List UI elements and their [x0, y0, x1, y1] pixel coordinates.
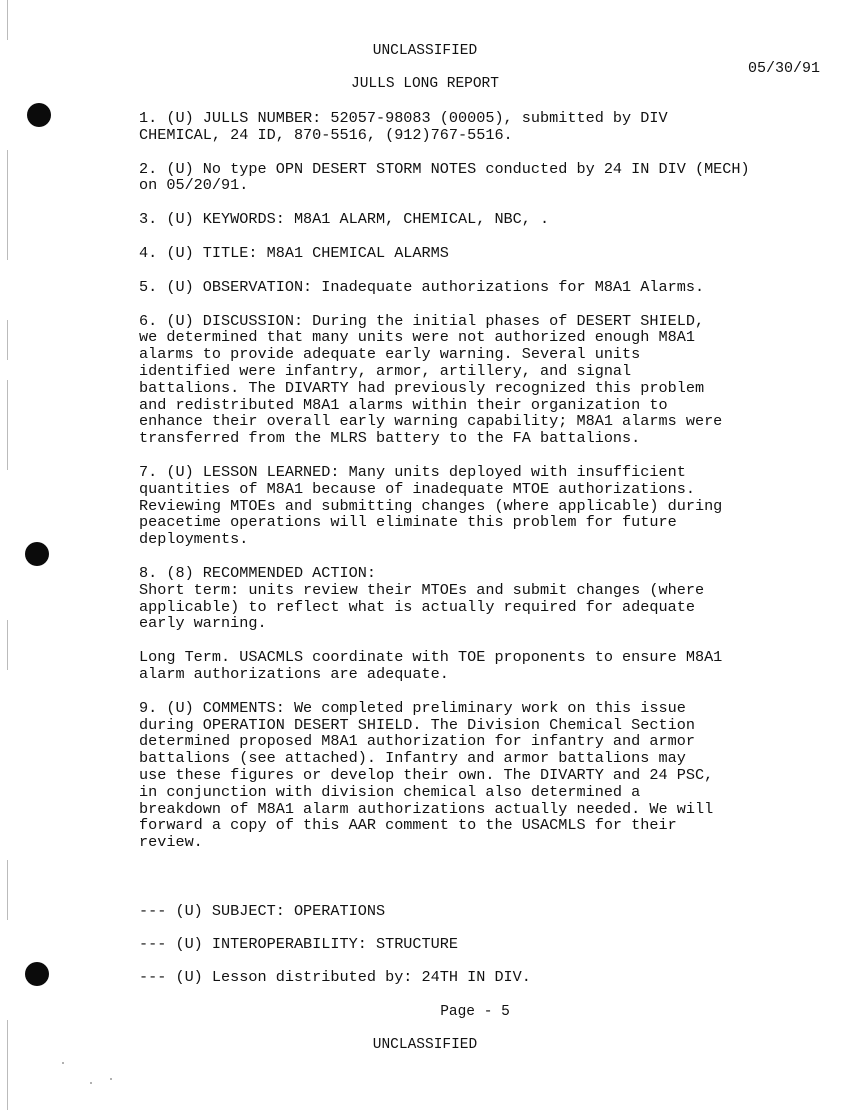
footer-item-subject: --- (U) SUBJECT: OPERATIONS [139, 902, 386, 920]
report-body [139, 110, 829, 851]
scan-margin-mark [7, 620, 8, 670]
scan-speck [62, 1062, 64, 1064]
binder-hole-middle [25, 542, 49, 566]
paragraph-julls-number: 1. (U) JULLS NUMBER: 52057-98083 (00005), submitted by DIV CHEMICAL, 24 ID, 870-5516, (912)767-5516. [139, 109, 668, 144]
paragraph-type: 2. (U) No type OPN DESERT STORM NOTES conducted by 24 IN DIV (MECH) on 05/20/91. [139, 159, 750, 195]
classification-bottom: UNCLASSIFIED [372, 1037, 478, 1053]
report-date: 05/30/91 [747, 60, 820, 77]
paragraph-lesson-learned: 7. (U) LESSON LEARNED: Many units deployed with insufficient quantities of M8A1 because of inadequate MTOE authorizations. Reviewing MTOEs and submitting changes (where applicable) during peacetime operations will eliminate this problem for future deployments. [139, 462, 723, 549]
paragraph-observation: 5. (U) OBSERVATION: Inadequate authorizations for M8A1 Alarms. [139, 277, 705, 296]
paragraph-title: 4. (U) TITLE: M8A1 CHEMICAL ALARMS [139, 243, 449, 262]
footer-item-interoperability: --- (U) INTEROPERABILITY: STRUCTURE [139, 935, 458, 953]
scan-margin-mark [7, 0, 8, 40]
paragraph-comments: 9. (U) COMMENTS: We completed preliminary work on this issue during OPERATION DESERT SHIELD. The Division Chemical Section determined proposed M8A1 authorization for infantry and armor battalions (see attached). Infantry and armor battalions may use these figures or develop their own. The DIVARTY and 24 PSC, in conjunction with division chemical also determined a breakdown of M8A1 alarm authorizations actually needed. We will forward a copy of this AAR comment to the USACMLS for their review. [139, 698, 714, 852]
paragraph-long-term: Long Term. USACMLS coordinate with TOE proponents to ensure M8A1 alarm authorizations are adequate. [139, 648, 723, 683]
scan-speck [90, 1082, 92, 1084]
scan-margin-mark [7, 150, 8, 260]
classification-top: UNCLASSIFIED [372, 43, 478, 59]
scan-margin-mark [7, 380, 8, 470]
footer-item-distributed-by: --- (U) Lesson distributed by: 24TH IN DIV. [139, 968, 531, 986]
scan-margin-mark [7, 1020, 8, 1110]
scan-speck [110, 1078, 112, 1080]
page-number: Page - 5 [440, 1004, 510, 1020]
scan-margin-mark [7, 860, 8, 920]
paragraph-recommended-action: 8. (8) RECOMMENDED ACTION: Short term: units review their MTOEs and submit changes (where applicable) to reflect what is actually required for adequate early warning. [139, 563, 705, 633]
binder-hole-top [27, 103, 51, 127]
scan-margin-mark [7, 320, 8, 360]
binder-hole-bottom [25, 962, 49, 986]
paragraph-discussion: 6. (U) DISCUSSION: During the initial phases of DESERT SHIELD, we determined that many units were not authorized enough M8A1 alarms to provide adequate early warning. Several units identified were infantry, armor, artillery, and signal battalions. The DIVARTY had previously recognized this problem and redistributed M8A1 alarms within their organization to enhance their overall early warning capability; M8A1 alarms were transferred from the MLRS battery to the FA battalions. [139, 311, 723, 448]
footer-item-list [139, 903, 829, 1002]
paragraph-keywords: 3. (U) KEYWORDS: M8A1 ALARM, CHEMICAL, NBC, . [139, 210, 550, 229]
report-title: JULLS LONG REPORT [351, 76, 499, 92]
